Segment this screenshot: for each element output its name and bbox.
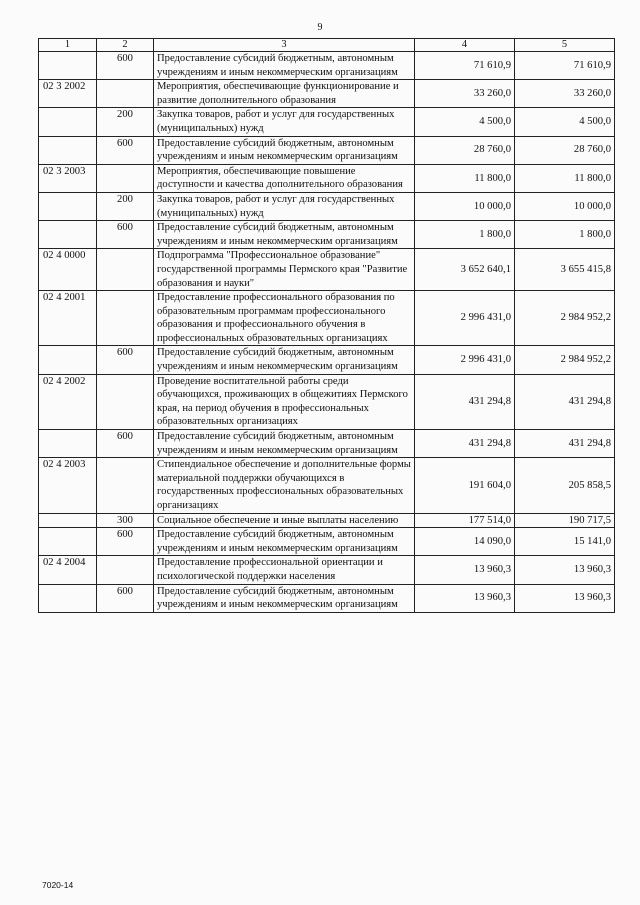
- row-description: Предоставление субсидий бюджетным, автономным учреждениям и иным некоммерческим организациям: [154, 430, 415, 458]
- row-amount-year-1: 10 000,0: [415, 192, 515, 220]
- table-row: [39, 136, 615, 164]
- row-amount-year-2: 28 760,0: [515, 136, 615, 164]
- table-row: [39, 221, 615, 249]
- row-expense-type: [97, 291, 154, 346]
- row-amount-year-2: 3 655 415,8: [515, 249, 615, 291]
- row-description: Предоставление субсидий бюджетным, автономным учреждениям и иным некоммерческим организациям: [154, 136, 415, 164]
- row-description: Предоставление субсидий бюджетным, автономным учреждениям и иным некоммерческим организациям: [154, 52, 415, 80]
- row-expense-type: 600: [97, 221, 154, 249]
- table-row: [39, 164, 615, 192]
- row-expense-type: 600: [97, 136, 154, 164]
- row-expense-type: 200: [97, 192, 154, 220]
- page-number: 9: [317, 22, 323, 33]
- row-amount-year-2: 431 294,8: [515, 374, 615, 429]
- row-amount-year-2: 33 260,0: [515, 80, 615, 108]
- header-col-5: 5: [515, 39, 615, 52]
- row-code: [39, 221, 97, 249]
- row-code: [39, 52, 97, 80]
- row-code: [39, 192, 97, 220]
- row-expense-type: [97, 80, 154, 108]
- row-amount-year-2: 1 800,0: [515, 221, 615, 249]
- row-description: Предоставление субсидий бюджетным, автономным учреждениям и иным некоммерческим организациям: [154, 584, 415, 612]
- table-row: [39, 108, 615, 136]
- row-amount-year-1: 28 760,0: [415, 136, 515, 164]
- row-amount-year-1: 2 996 431,0: [415, 346, 515, 374]
- table-row: [39, 52, 615, 80]
- row-expense-type: [97, 556, 154, 584]
- header-col-4: 4: [415, 39, 515, 52]
- table-header: [39, 39, 615, 52]
- row-description: Предоставление субсидий бюджетным, автономным учреждениям и иным некоммерческим организациям: [154, 528, 415, 556]
- row-amount-year-2: 15 141,0: [515, 528, 615, 556]
- header-col-3: 3: [154, 39, 415, 52]
- table-row: [39, 346, 615, 374]
- row-amount-year-2: 13 960,3: [515, 556, 615, 584]
- table-row: [39, 556, 615, 584]
- row-amount-year-1: 4 500,0: [415, 108, 515, 136]
- row-amount-year-2: 71 610,9: [515, 52, 615, 80]
- table-row: [39, 458, 615, 513]
- table-row: [39, 513, 615, 528]
- row-code: [39, 108, 97, 136]
- row-description: Мероприятия, обеспечивающие повышение доступности и качества дополнительного образования: [154, 164, 415, 192]
- row-expense-type: 300: [97, 513, 154, 528]
- table-row: [39, 291, 615, 346]
- row-code: 02 3 2003: [39, 164, 97, 192]
- row-amount-year-1: 14 090,0: [415, 528, 515, 556]
- table-row: [39, 80, 615, 108]
- row-description: Закупка товаров, работ и услуг для государственных (муниципальных) нужд: [154, 192, 415, 220]
- row-code: [39, 528, 97, 556]
- row-amount-year-1: 177 514,0: [415, 513, 515, 528]
- row-description: Проведение воспитательной работы среди обучающихся, проживающих в общежитиях Пермского края, на период обучения в профессиональных образовательных организациях: [154, 374, 415, 429]
- row-description: Стипендиальное обеспечение и дополнительные формы материальной поддержки обучающихся в государственных профессиональных образовательных организациях: [154, 458, 415, 513]
- row-amount-year-1: 71 610,9: [415, 52, 515, 80]
- row-amount-year-2: 10 000,0: [515, 192, 615, 220]
- table-row: [39, 528, 615, 556]
- row-amount-year-1: 431 294,8: [415, 374, 515, 429]
- row-expense-type: 600: [97, 346, 154, 374]
- table-row: [39, 584, 615, 612]
- table-row: [39, 430, 615, 458]
- row-expense-type: 600: [97, 430, 154, 458]
- row-code: 02 4 2001: [39, 291, 97, 346]
- row-description: Подпрограмма "Профессиональное образование" государственной программы Пермского края "Развитие образования и науки": [154, 249, 415, 291]
- row-description: Предоставление субсидий бюджетным, автономным учреждениям и иным некоммерческим организациям: [154, 346, 415, 374]
- row-expense-type: [97, 164, 154, 192]
- row-amount-year-2: 4 500,0: [515, 108, 615, 136]
- row-expense-type: 600: [97, 584, 154, 612]
- table-row: [39, 374, 615, 429]
- row-description: Предоставление профессионального образования по образовательным программам профессионального образования и профессионального обучения в профессиональных образовательных организациях: [154, 291, 415, 346]
- row-code: 02 3 2002: [39, 80, 97, 108]
- header-col-2: 2: [97, 39, 154, 52]
- row-expense-type: 600: [97, 52, 154, 80]
- row-code: 02 4 2003: [39, 458, 97, 513]
- row-expense-type: 600: [97, 528, 154, 556]
- row-expense-type: [97, 249, 154, 291]
- row-amount-year-2: 431 294,8: [515, 430, 615, 458]
- row-expense-type: 200: [97, 108, 154, 136]
- row-amount-year-2: 190 717,5: [515, 513, 615, 528]
- row-code: 02 4 2002: [39, 374, 97, 429]
- row-amount-year-1: 33 260,0: [415, 80, 515, 108]
- row-code: [39, 513, 97, 528]
- row-amount-year-1: 13 960,3: [415, 584, 515, 612]
- row-description: Закупка товаров, работ и услуг для государственных (муниципальных) нужд: [154, 108, 415, 136]
- row-amount-year-1: 11 800,0: [415, 164, 515, 192]
- row-amount-year-1: 13 960,3: [415, 556, 515, 584]
- row-description: Предоставление профессиональной ориентации и психологической поддержки населения: [154, 556, 415, 584]
- row-description: Социальное обеспечение и иные выплаты населению: [154, 513, 415, 528]
- row-code: 02 4 0000: [39, 249, 97, 291]
- row-amount-year-2: 2 984 952,2: [515, 346, 615, 374]
- row-code: [39, 346, 97, 374]
- row-amount-year-2: 13 960,3: [515, 584, 615, 612]
- table-body: [39, 52, 615, 613]
- document-id: 7020-14: [42, 880, 74, 890]
- row-amount-year-2: 2 984 952,2: [515, 291, 615, 346]
- row-amount-year-1: 191 604,0: [415, 458, 515, 513]
- row-amount-year-2: 11 800,0: [515, 164, 615, 192]
- row-description: Предоставление субсидий бюджетным, автономным учреждениям и иным некоммерческим организациям: [154, 221, 415, 249]
- row-amount-year-2: 205 858,5: [515, 458, 615, 513]
- table-row: [39, 249, 615, 291]
- row-amount-year-1: 2 996 431,0: [415, 291, 515, 346]
- row-expense-type: [97, 374, 154, 429]
- row-code: 02 4 2004: [39, 556, 97, 584]
- budget-table: [38, 38, 615, 613]
- header-col-1: 1: [39, 39, 97, 52]
- row-amount-year-1: 1 800,0: [415, 221, 515, 249]
- table-row: [39, 192, 615, 220]
- row-amount-year-1: 431 294,8: [415, 430, 515, 458]
- header-row: [39, 39, 615, 52]
- row-code: [39, 430, 97, 458]
- row-expense-type: [97, 458, 154, 513]
- row-code: [39, 584, 97, 612]
- row-description: Мероприятия, обеспечивающие функционирование и развитие дополнительного образования: [154, 80, 415, 108]
- row-amount-year-1: 3 652 640,1: [415, 249, 515, 291]
- row-code: [39, 136, 97, 164]
